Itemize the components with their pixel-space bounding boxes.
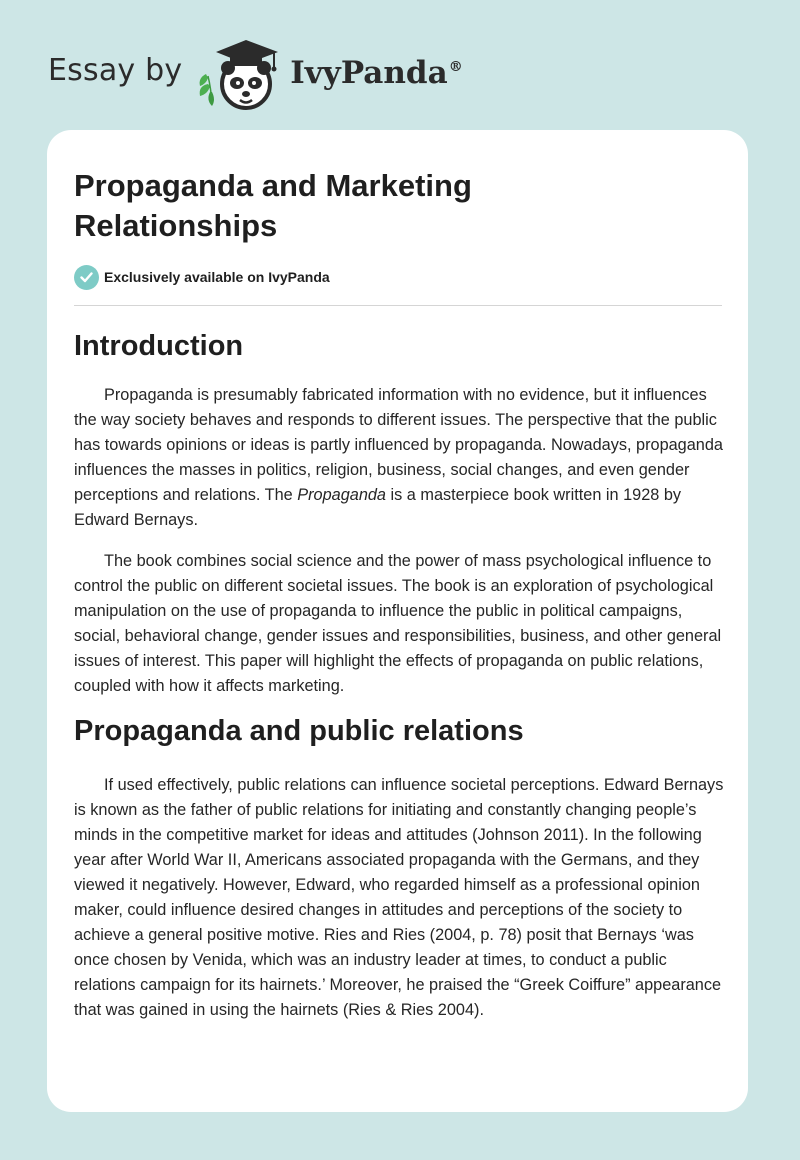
exclusive-label: Exclusively available on IvyPanda xyxy=(104,269,330,285)
check-circle-icon xyxy=(74,265,99,290)
panda-graduation-cap-logo-icon[interactable] xyxy=(196,34,288,114)
site-header xyxy=(48,34,463,114)
section-heading-introduction: Introduction xyxy=(74,330,244,362)
essay-card xyxy=(47,130,748,1112)
ivy-leaf-icon xyxy=(200,74,214,106)
section-heading-public-relations: Propaganda and public relations xyxy=(74,715,524,747)
paragraph: Propaganda is presumably fabricated information with no evidence, but it influences the way society behaves and responds to different issues. The perspective that the public has towards opinions or ideas is partly influenced by propaganda. Nowadays, propaganda influences the masses in politics, religion, business, social changes, and even gender perceptions and relations. The Propaganda is a masterpiece book written in 1928 by Edward Bernays. xyxy=(74,386,723,529)
paragraph: The book combines social science and the power of mass psychological influence to control the public on different societal issues. The book is an exploration of psychological manipulation on the use of propaganda to influence the public in political campaigns, social, behavioral change, gender issues and responsibilities, business, and other general issues of interest. This paper will highlight the effects of propaganda on public relations, coupled with how it affects marketing. xyxy=(74,552,722,695)
book-title: Propaganda xyxy=(297,486,386,504)
essay-by-label: Essay by xyxy=(48,52,183,88)
brand-name[interactable]: IvyPanda® xyxy=(290,55,463,91)
divider xyxy=(74,305,722,306)
registered-mark: ® xyxy=(448,59,463,75)
page-title: Propaganda and Marketing Relationships xyxy=(74,168,472,243)
paragraph: If used effectively, public relations can influence societal perceptions. Edward Bernays is known as the father of public relations for initiating and constantly changing people’s minds in the competitive market for ideas and attitudes (Johnson 2011). In the following year after World War II, Americans associated propaganda with the Germans, and they viewed it negatively. However, Edward, who regarded himself as a professional opinion maker, could influence desired changes in attitudes and perceptions of the society to achieve a general positive motive. Ries and Ries (2004, p. 78) posit that Bernays ‘was once chosen by Venida, which was an industry leader at times, to conduct a public relations campaign for its hairnets.’ Moreover, he praised the “Greek Coiffure” appearance that was gained in using the hairnets (Ries & Ries 2004). xyxy=(74,776,724,1019)
exclusive-badge xyxy=(74,264,722,290)
